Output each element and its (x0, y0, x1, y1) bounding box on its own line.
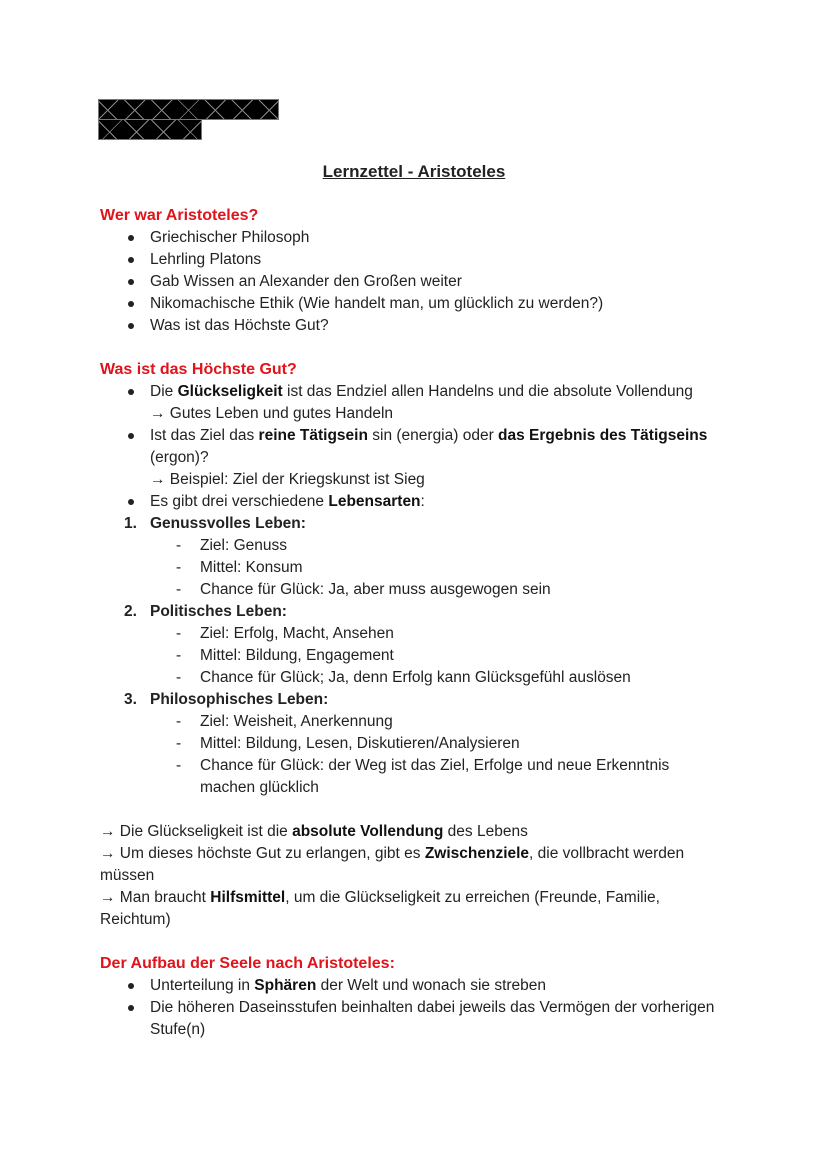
text: (ergon)? (150, 449, 209, 466)
text: Nikomachische Ethik (Wie handelt man, um glücklich zu werden?) (150, 295, 604, 312)
text: Unterteilung in (150, 977, 255, 994)
list-item (100, 997, 720, 1041)
page-title: Lernzettel - Aristoteles (322, 162, 506, 181)
text: Ist das Ziel das (150, 427, 259, 444)
list-item (100, 315, 720, 337)
text: des Lebens (443, 823, 528, 840)
lebensart-name: Genussvolles Leben: (150, 515, 306, 532)
list-item (100, 975, 720, 997)
numbered-item (100, 689, 720, 711)
sub-list-item: - Mittel: Konsum (100, 557, 720, 579)
text: : (420, 493, 425, 510)
list-item (100, 249, 720, 271)
bold-text: Sphären (254, 977, 317, 994)
bold-text: das Ergebnis des Tätigseins (498, 427, 708, 444)
sub-list-item: - Ziel: Weisheit, Anerkennung (100, 711, 720, 733)
bold-text: Glückseligkeit (177, 383, 283, 400)
text: , um die Glückseligkeit zu erreichen (Freunde, Familie, Reichtum) (100, 889, 660, 928)
numbered-item (100, 601, 720, 623)
text: Die höheren Daseinsstufen beinhalten dabei jeweils das Vermögen der vorherigen Stufe(n) (150, 999, 715, 1038)
sub-list-item: - Chance für Glück; Ja, denn Erfolg kann Glücksgefühl auslösen (100, 667, 720, 689)
list-item (100, 381, 720, 403)
text: Die (150, 383, 178, 400)
sub-list-item: - Ziel: Genuss (100, 535, 720, 557)
text: Gab Wissen an Alexander den Großen weiter (150, 273, 462, 290)
text: → Die Glückseligkeit ist die (100, 823, 293, 840)
text: sin (energia) oder (367, 427, 499, 444)
conclusion-line (100, 821, 720, 843)
text: Was ist das Höchste Gut? (150, 317, 329, 334)
text: Griechischer Philosoph (150, 229, 310, 246)
conclusion-line (100, 843, 720, 887)
list-item-note: → Gutes Leben und gutes Handeln (150, 405, 394, 422)
sub-list-item: - Ziel: Erfolg, Macht, Ansehen (100, 623, 720, 645)
bold-text: Zwischenziele (424, 845, 530, 862)
bold-text: Lebensarten (328, 493, 421, 510)
section-heading: Was ist das Höchste Gut? (100, 361, 297, 378)
list-item (100, 491, 720, 513)
redacted-name-block (98, 119, 202, 140)
sub-list-item: - Chance für Glück: der Weg ist das Ziel, Erfolge und neue Erkenntnis machen glücklich (100, 755, 720, 799)
numbered-item (100, 513, 720, 535)
text: → Man braucht (100, 889, 211, 906)
sub-list-item: - Mittel: Bildung, Lesen, Diskutieren/Analysieren (100, 733, 720, 755)
list-item (100, 227, 720, 249)
list-item-note: → Beispiel: Ziel der Kriegskunst ist Sieg (150, 471, 425, 488)
text: → Um dieses höchste Gut zu erlangen, gibt es (100, 845, 425, 862)
item-number: 1. (124, 515, 137, 532)
section-heading: Der Aufbau der Seele nach Aristoteles: (100, 955, 395, 972)
text: , die vollbracht werden müssen (100, 845, 685, 884)
section-heading: Wer war Aristoteles? (100, 207, 259, 224)
sub-list-item: - Chance für Glück: Ja, aber muss ausgewogen sein (100, 579, 720, 601)
list-item (100, 293, 720, 315)
conclusion-line (100, 887, 720, 931)
text: der Welt und wonach sie streben (316, 977, 547, 994)
lebensart-name: Politisches Leben: (150, 603, 287, 620)
text: Lehrling Platons (150, 251, 262, 268)
bold-text: absolute Vollendung (292, 823, 444, 840)
item-number: 2. (124, 603, 137, 620)
bold-text: reine Tätigsein (258, 427, 368, 444)
text: Es gibt drei verschiedene (150, 493, 329, 510)
text: ist das Endziel allen Handelns und die absolute Vollendung (282, 383, 693, 400)
document-body (100, 205, 720, 1041)
sub-list-item: - Mittel: Bildung, Engagement (100, 645, 720, 667)
list-item (100, 425, 720, 469)
lebensart-name: Philosophisches Leben: (150, 691, 329, 708)
list-item (100, 271, 720, 293)
item-number: 3. (124, 691, 137, 708)
redacted-name-block (98, 99, 279, 120)
bold-text: Hilfsmittel (210, 889, 286, 906)
